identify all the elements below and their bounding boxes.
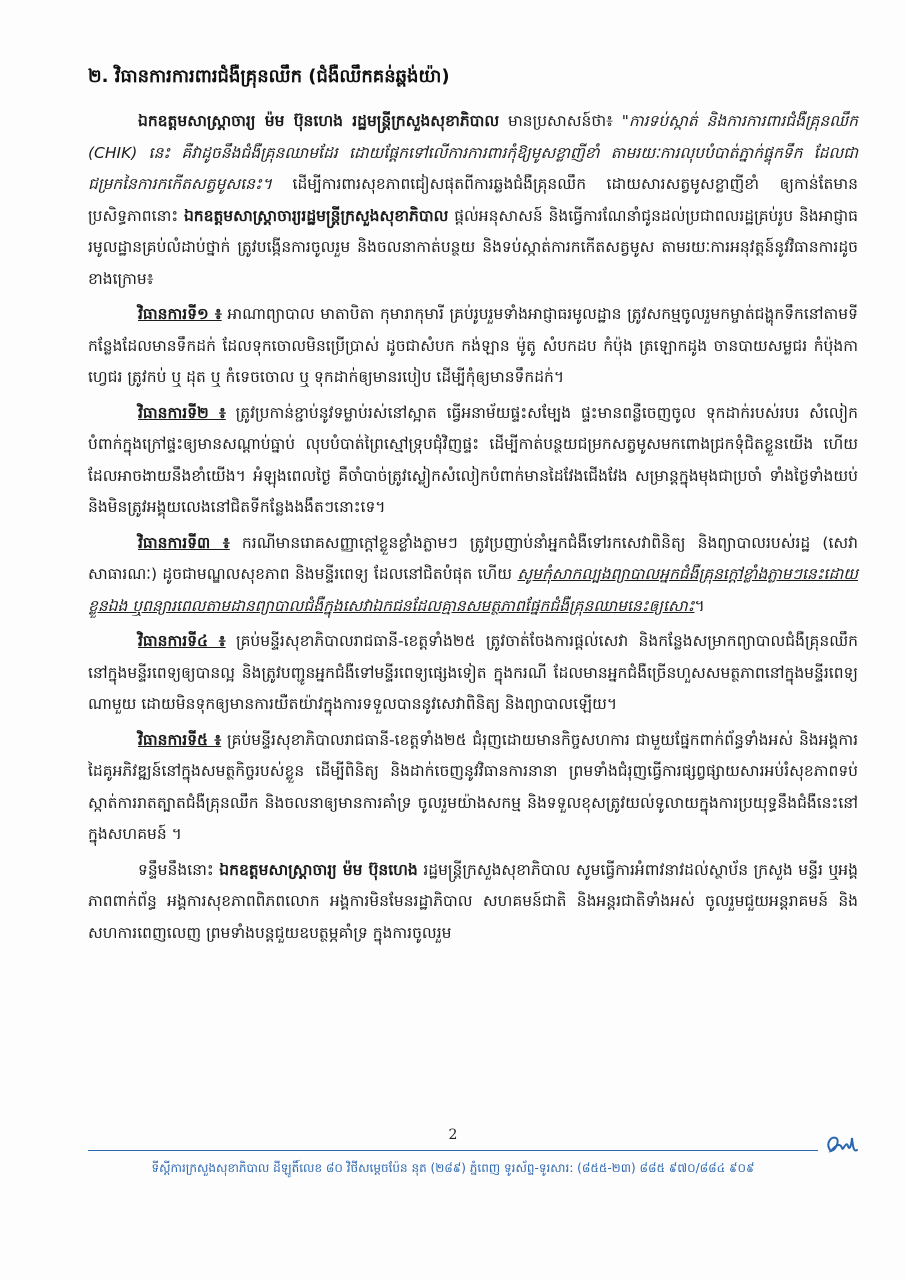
signature-initials bbox=[822, 1128, 862, 1160]
minister-quote: ការទប់ស្កាត់ និងការការពារជំងឺគ្រុនឈឹក (CHIK) នេះ គឺវាដូចនឹងជំងឺគ្រុនឈាមដែរ ដោយផ្តែកទៅលើការការពារកុំឱ្យមូសខ្លាញីខាំ តាមរយៈការលុបបំបាត់ភ្នាក់ផ្ទុកទឹក ដែលជាជម្រកនៃការកកើតសត្វមូសនេះ។ bbox=[88, 112, 858, 193]
intro-rest: ផ្តល់អនុសាសន៍ និងធ្វើការណែនាំជូនដល់ប្រជាពលរដ្ឋគ្រប់រូប និងអាជ្ញាធរមូលដ្ឋានគ្រប់លំដាប់ថ្នាក់ ត្រូវបង្កើនការចូលរួម និងចលនាកាត់បន្ថយ និងទប់ស្កាត់ការកកើតសត្វមូស តាមរយៈការអនុវត្តន៍នូវវិធានការដូចខាងក្រោម៖ bbox=[88, 206, 858, 288]
measure-3-paragraph bbox=[88, 528, 858, 623]
measure-2-label: វិធានការទី២ ៖ bbox=[138, 403, 226, 422]
footer-divider bbox=[88, 1150, 818, 1151]
measure-5-paragraph bbox=[88, 725, 858, 851]
measure-1-label: វិធានការទី១ ៖ bbox=[138, 305, 222, 323]
intro-lead: មានប្រសាសន៍ថា៖ " bbox=[499, 112, 629, 130]
measure-3-tail: ។ bbox=[694, 596, 705, 615]
measure-4-label: វិធានការទី៤ ៖ bbox=[138, 632, 226, 650]
measure-3-emphasis: សូមកុំសាកល្បងព្យាបាលអ្នកជំងឺគ្រុនក្តៅខ្លាំងភ្លាមៗនេះដោយខ្លួនឯង ឬពន្យារពេលតាមដានព្យាបាលជំងឺក្នុងសេវាឯកជនដែលគ្មានសមត្ថភាពផ្នែកជំងឺគ្រុនឈាមនេះឲ្យសោះ bbox=[88, 565, 858, 615]
measure-4-paragraph bbox=[88, 626, 858, 721]
closing-minister-name: ឯកឧត្តមសាស្ត្រាចារ្យ ម៉ម ប៊ុនហេង bbox=[219, 860, 418, 879]
section-heading: ២. វិធានការការពារជំងឺគ្រុនឈឹក (ជំងឺឈឹកគន់ឆ្ពង់យ៉ា) bbox=[88, 66, 450, 87]
closing-lead: ទន្ទឹមនឹងនោះ bbox=[138, 860, 220, 879]
minister-name: ឯកឧត្តមសាស្ត្រាចារ្យ ម៉ម ប៊ុនហេង រដ្ឋមន្ត្រីក្រសួងសុខាភិបាល bbox=[138, 112, 500, 130]
footer-address: ទីស្តីការក្រសួងសុខាភិបាល ដីឡូតិ៍លេខ ៨០ វិថីសម្តេចប៉ែន នុត (២៨៩) ភ្នំពេញ ទូរស័ព្ទ-ទូរសារ: (៨៥៥-២៣) ៨៨៥ ៩៧០/៨៨៤ ៩០៩ bbox=[151, 1161, 755, 1175]
measure-5-text: គ្រប់មន្ទីរសុខាភិបាលរាជធានី-ខេត្តទាំង២៥ ជំរុញដោយមានកិច្ចសហការ ជាមួយផ្នែកពាក់ព័ន្ធទាំងអស់ និងអង្គការដៃគូអភិវឌ្ឍន៍នៅក្នុងសមត្ថកិច្ចរបស់ខ្លួន ដើម្បីពិនិត្យ និងដាក់ចេញនូវវិធានការនានា ព្រមទាំងជំរុញធ្វើការផ្សព្វផ្សាយសារអប់រំសុខភាពទប់ស្កាត់ការរាតត្បាតជំងឺគ្រុនឈឹក និងចលនាឲ្យមានការគាំទ្រ ចូលរួមយ៉ាងសកម្ម និងទទួលខុសត្រូវយល់ទូលាយក្នុងការប្រយុទ្ធនឹងជំងឺនេះនៅក្នុងសហគមន៍ ។ bbox=[88, 730, 858, 843]
measure-4-text: គ្រប់មន្ទីរសុខាភិបាលរាជធានី-ខេត្តទាំង២៥ ត្រូវចាត់ចែងការផ្តល់សេវា និងកន្លែងសម្រាកព្យាបាលជំងឺគ្រុនឈឹក នៅក្នុងមន្ទីរពេទ្យឲ្យបានល្អ និងត្រូវបញ្ជូនអ្នកជំងឺទៅមន្ទីរពេទ្យផ្សេងទៀត ក្នុងករណី ដែលមានអ្នកជំងឺច្រើនហួសសមត្ថភាពនៅក្នុងមន្ទីរពេទ្យណាមួយ ដោយមិនទុកឲ្យមានការយឺតយ៉ាវក្នុងការទទួលបាននូវសេវាពិនិត្យ និងព្យាបាលឡើយ។ bbox=[88, 632, 858, 713]
measure-1-text: អាណាព្យាបាល មាតាបិតា កុមារាកុមារី គ្រប់រូបរួមទាំងអាជ្ញាធរមូលដ្ឋាន ត្រូវសកម្មចូលរួមកម្ចាត់ជង្ហុកទឹកនៅតាមទីកន្លែងដែលមានទឹកដក់ ដែលទុកចោលមិនប្រើប្រាស់ ដូចជាសំបក កង់ឡាន ម៉ូតូ សំបកដប កំប៉ុង ត្រឡោកដូង ចានបាយសម្លជរ កំប៉ុងកាហ្វេជរ ត្រូវកប់ ឬ ដុត ឬ កំទេចចោល ឬ ទុកដាក់ឲ្យមានរបៀប ដើម្បីកុំឲ្យមានទឹកដក់។ bbox=[88, 305, 858, 386]
measure-3-label: វិធានការទី៣ ៖ bbox=[138, 533, 230, 552]
measure-2-paragraph bbox=[88, 398, 858, 524]
closing-paragraph bbox=[88, 855, 858, 950]
intro-middle: ដើម្បីការពារសុខភាពជៀសផុតពីការឆ្លងជំងឺគ្រុនឈឹក ដោយសារសត្វមូសខ្លាញីខាំ ឲ្យកាន់តែមានប្រសិទ្ធភាពនោះ bbox=[88, 175, 858, 225]
intro-paragraph bbox=[88, 106, 858, 295]
closing-text: រដ្ឋមន្ត្រីក្រសួងសុខាភិបាល សូមធ្វើការអំពាវនាវដល់ស្ថាប័ន ក្រសួង មន្ទីរ ឬអង្គភាពពាក់ព័ន្ធ អង្គការសុខភាពពិភពលោក អង្គការមិនមែនរដ្ឋាភិបាល សហគមន៍ជាតិ និងអន្តរជាតិទាំងអស់ ចូលរួមជួយអន្តរាគមន៍ និងសហការពេញលេញ ព្រមទាំងបន្តជួយឧបត្ថម្ភគាំទ្រ ក្នុងការចូលរួម bbox=[88, 860, 858, 942]
page-number: 2 bbox=[448, 1127, 458, 1143]
measure-3-text: ករណីមានរោគសញ្ញាក្តៅខ្លួនខ្លាំងភ្លាមៗ ត្រូវប្រញាប់នាំអ្នកជំងឺទៅរកសេវាពិនិត្យ និងព្យាបាលរបស់រដ្ឋ (សេវាសាធារណៈ) ដូចជាមណ្ឌលសុខភាព និងមន្ទីរពេទ្យ ដែលនៅជិតបំផុត ហើយ bbox=[88, 533, 858, 583]
document-body bbox=[88, 62, 858, 953]
measure-2-text: ត្រូវប្រកាន់ខ្ជាប់នូវទម្លាប់រស់នៅស្អាត ធ្វើអនាម័យផ្ទះសម្បែង ផ្ទះមានពន្លឺចេញចូល ទុកដាក់របស់របរ សំលៀកបំពាក់ក្នុងក្រៅផ្ទះឲ្យមានសណ្តាប់ធ្នាប់ លុបបំបាត់ព្រៃស្មៅទ្រុបជុំវិញផ្ទះ ដើម្បីកាត់បន្ថយជម្រកសត្វមូសមកពោងជ្រកទុំជិតខ្លួនយើង ហើយដែលអាចងាយនឹងខាំយើង។ អំឡុងពេលថ្ងៃ គឺចាំបាច់ត្រូវស្លៀកសំលៀកបំពាក់មានដៃវែងជើងវែង សម្រាន្តក្នុងមុងជាប្រចាំ ទាំងថ្ងៃទាំងយប់ និងមិនត្រូវអង្គុយលេងនៅជិតទីកន្លែងងងឹតៗនោះទេ។ bbox=[88, 403, 858, 516]
measure-1-paragraph bbox=[88, 299, 858, 394]
minister-title: ឯកឧត្តមសាស្ត្រាចារ្យរដ្ឋមន្ត្រីក្រសួងសុខាភិបាល bbox=[183, 206, 449, 225]
measure-5-label: វិធានការទី៥ ៖ bbox=[138, 730, 222, 749]
